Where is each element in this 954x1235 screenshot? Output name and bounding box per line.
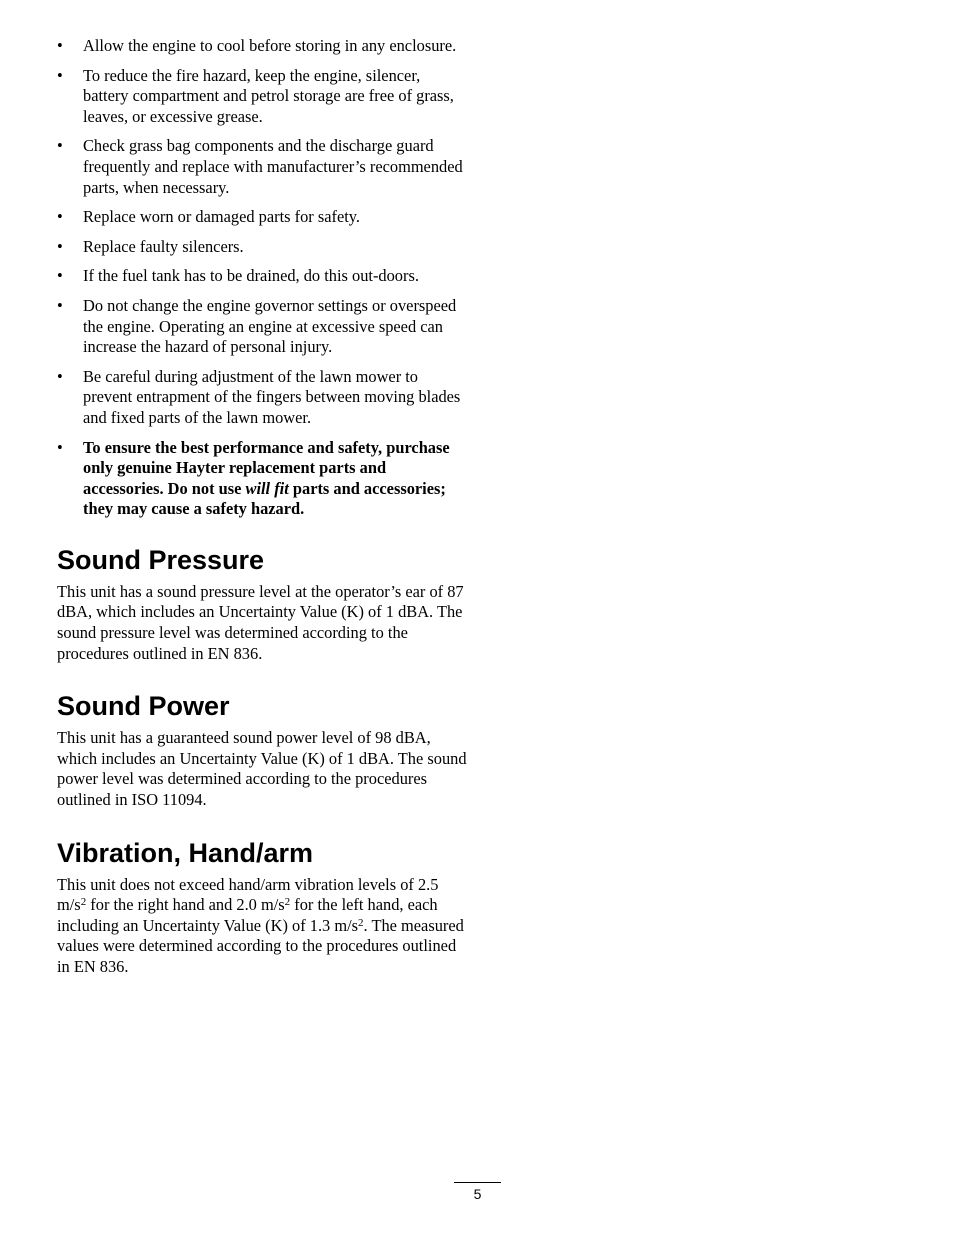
superscript-two: 2 [358,916,364,929]
bullet-marker: • [57,65,63,85]
warning-text-start: To ensure the best performance and safety, purchase only genuine Hayter replacement parts and accessories. Do not use [83,437,450,498]
safety-bullet-list [57,36,467,520]
sound-pressure-text: This unit has a sound pressure level at the operator’s ear of 87 dBA, which includes an Uncertainty Value (K) of 1 dBA. The sound pressure level was determined according to the procedures outlined in EN 836. [57,581,464,663]
bullet-marker: • [57,295,63,315]
bullet-item [57,36,467,57]
bullet-item [57,367,467,429]
bullet-text: Be careful during adjustment of the lawn mower to prevent entrapment of the fingers between moving blades and fixed parts of the lawn mower. [83,366,461,427]
footer-rule [454,1182,501,1183]
bullet-text: To reduce the fire hazard, keep the engine, silencer, battery compartment and petrol storage are free of grass, leaves, or excessive grease. [83,65,454,126]
vibration-text-part: for the right hand and 2.0 m/s [86,895,285,915]
bullet-marker: • [57,437,63,457]
warning-text-end: parts and accessories; they may cause a safety hazard. [83,478,446,519]
bullet-item [57,66,467,128]
bullet-text: Replace worn or damaged parts for safety. [83,207,361,227]
vibration-heading: Vibration, Hand/arm [57,837,314,868]
vibration-text-part: . The measured values were determined according to the procedures outlined in EN 836. [57,915,464,976]
bullet-text: If the fuel tank has to be drained, do this out-doors. [83,266,419,286]
content-column [57,36,467,978]
warning-emphasis: will fit [245,478,289,498]
bullet-marker: • [57,207,63,227]
vibration-text-part: for the left hand, each including an Uncertainty Value (K) of 1.3 m/s [57,895,438,935]
sound-power-text: This unit has a guaranteed sound power level of 98 dBA, which includes an Uncertainty Value (K) of 1 dBA. The sound power level was determined according to the procedures outlined in ISO 11094. [57,728,467,810]
bullet-item [57,136,467,198]
vibration-section [57,837,467,978]
bullet-marker: • [57,366,63,386]
page-number: 5 [473,1186,482,1202]
bullet-item [57,266,467,287]
bullet-item [57,237,467,258]
bullet-text: Check grass bag components and the discharge guard frequently and replace with manufacturer’s recommended parts, when necessary. [83,136,463,197]
superscript-two: 2 [284,896,291,909]
bullet-marker: • [57,36,63,55]
bullet-text: Do not change the engine governor settings or overspeed the engine. Operating an engine at excessive speed can increase the hazard of personal injury. [83,295,457,357]
bullet-text: Allow the engine to cool before storing in any enclosure. [83,36,457,55]
bullet-marker: • [57,136,63,156]
sound-power-section [57,690,467,810]
sound-pressure-section [57,544,467,664]
bullet-item [57,296,467,358]
bullet-marker: • [57,236,63,256]
bullet-marker: • [57,266,63,286]
vibration-text [57,875,467,978]
genuine-parts-warning [57,438,467,520]
bullet-item [57,207,467,228]
sound-pressure-heading: Sound Pressure [57,544,265,575]
sound-power-heading: Sound Power [57,691,230,722]
vibration-text-part: This unit does not exceed hand/arm vibration levels of 2.5 m/s [57,874,439,915]
superscript-two: 2 [80,896,87,909]
bullet-text: Replace faulty silencers. [83,236,244,256]
